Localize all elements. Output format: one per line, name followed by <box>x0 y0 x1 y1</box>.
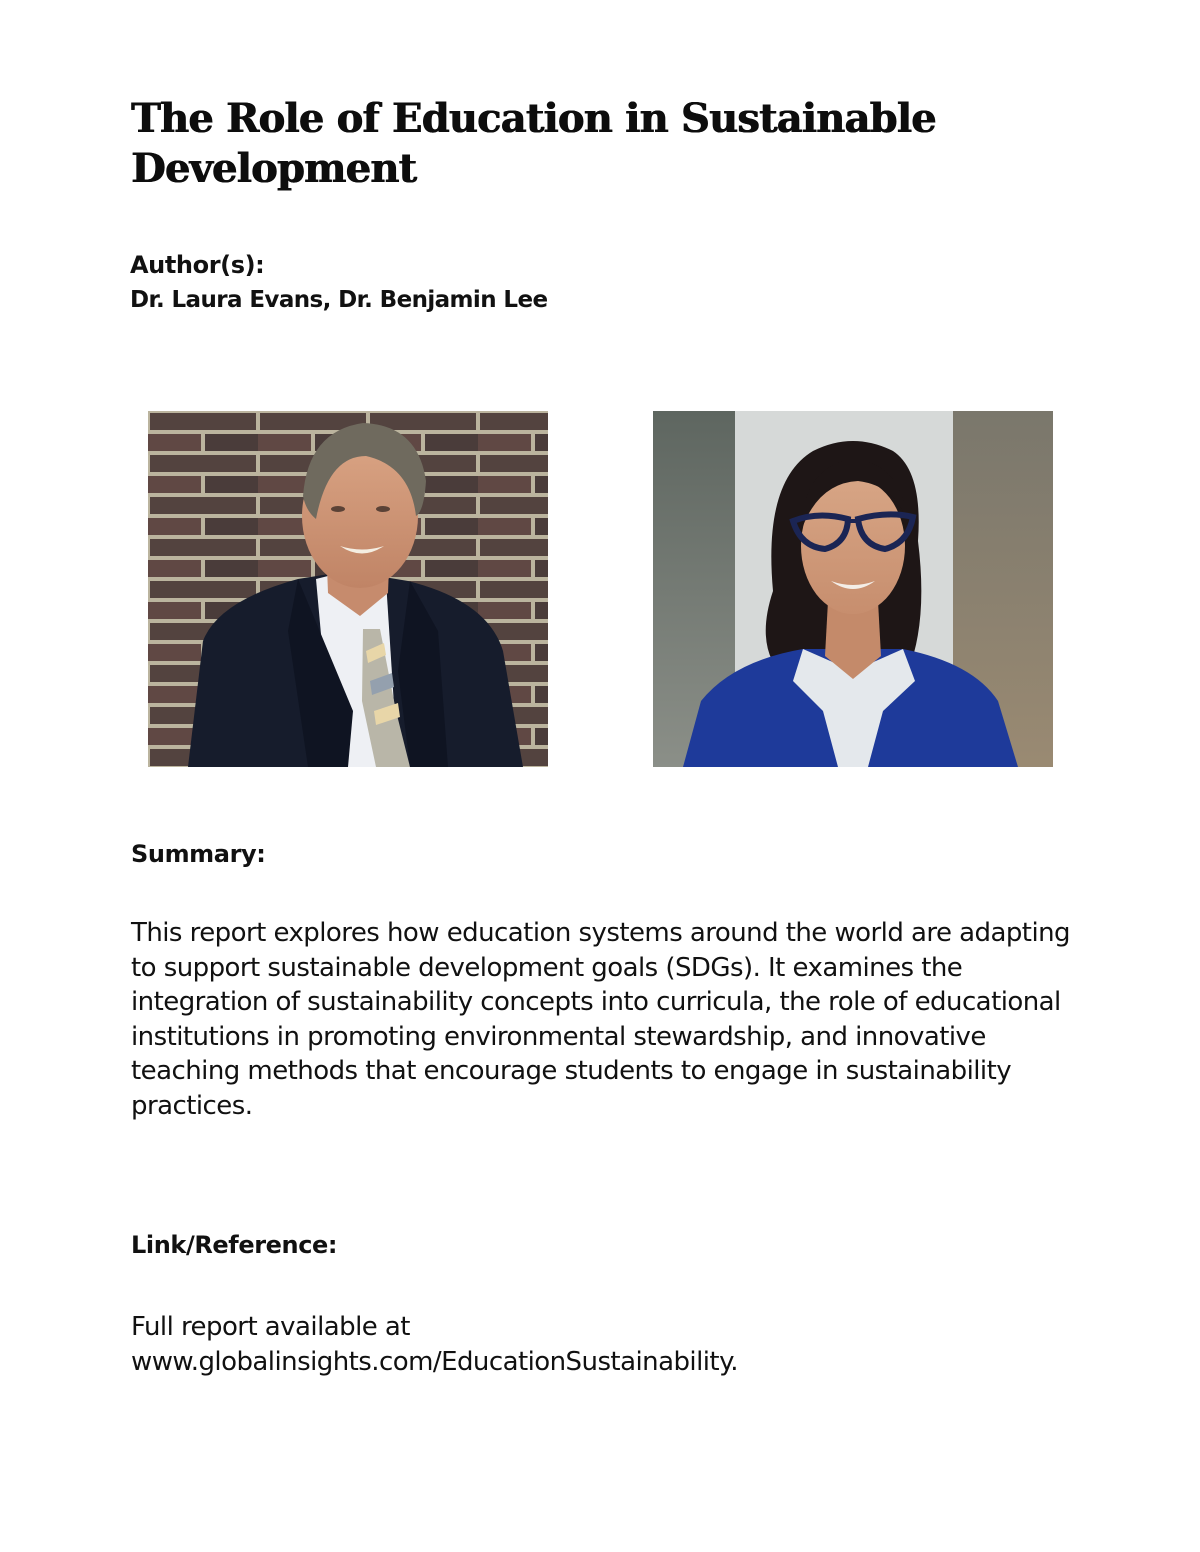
document-title: The Role of Education in Sustainable Development <box>131 95 936 192</box>
report-url[interactable]: www.globalinsights.com/EducationSustainability. <box>131 1346 738 1377</box>
summary-text: This report explores how education systems around the world are adapting to support sustainable development goals (SDGs). It examines the integration of sustainability concepts into curricula, the role of educational institutions in promoting environmental stewardship, and innovative teaching methods that encourage students to engage in sustainability practices. <box>131 918 1071 1121</box>
authors-names: Dr. Laura Evans, Dr. Benjamin Lee <box>130 287 548 313</box>
link-reference-text <box>131 1310 1081 1379</box>
author-photo-woman <box>653 411 1053 767</box>
summary-label: Summary: <box>131 840 266 868</box>
link-reference-label: Link/Reference: <box>131 1231 338 1259</box>
authors-label: Author(s): <box>130 251 265 279</box>
author-photo-man <box>148 411 548 767</box>
link-intro: Full report available at <box>131 1312 410 1342</box>
